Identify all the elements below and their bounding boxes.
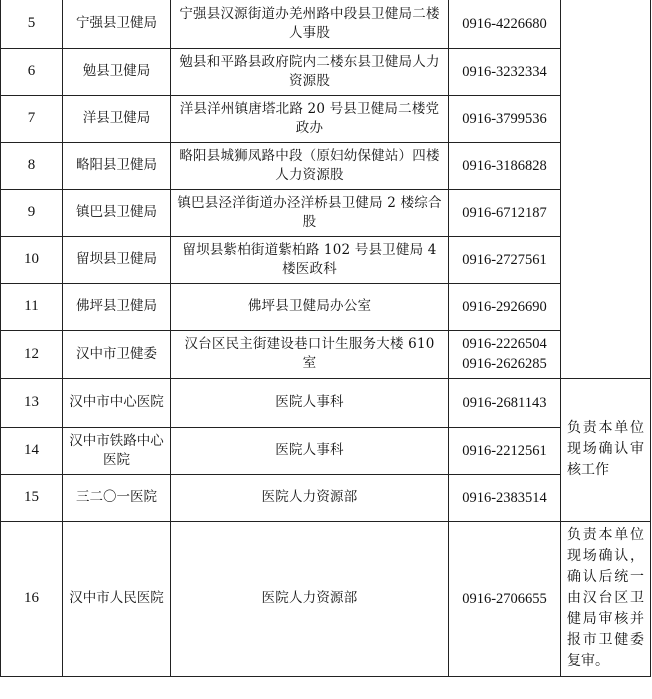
phone: 0916-2226504 [462,336,547,352]
row-number: 11 [1,283,63,330]
address: 镇巴县泾洋街道办泾洋桥县卫健局 2 楼综合股 [171,189,449,236]
unit-name: 洋县卫健局 [63,95,171,142]
address: 勉县和平路县政府院内二楼东县卫健局人力资源股 [171,48,449,95]
phone: 0916-3799536 [449,95,561,142]
address: 宁强县汉源街道办羌州路中段县卫健局二楼人事股 [171,0,449,48]
table-row [1,474,651,521]
address: 医院人事科 [171,378,449,427]
row-number: 16 [1,521,63,676]
address: 略阳县城狮凤路中段（原妇幼保健站）四楼人力资源股 [171,142,449,189]
unit-name: 留坝县卫健局 [63,236,171,283]
unit-name: 勉县卫健局 [63,48,171,95]
unit-name: 佛坪县卫健局 [63,283,171,330]
row-number: 7 [1,95,63,142]
phone-cell [449,330,561,378]
phone: 0916-6712187 [449,189,561,236]
table-row [1,236,651,283]
address: 医院人力资源部 [171,474,449,521]
row-number: 6 [1,48,63,95]
phone: 0916-4226680 [449,0,561,48]
row-number: 12 [1,330,63,378]
unit-name: 汉中市中心医院 [63,378,171,427]
unit-name: 略阳县卫健局 [63,142,171,189]
phone-secondary: 0916-2626285 [462,356,547,372]
table-row [1,330,651,378]
note-cell: 负责本单位现场确认，确认后统一由汉台区卫健局审核并报市卫健委复审。 [561,521,651,676]
note-empty-cell [561,0,651,378]
phone: 0916-2383514 [449,474,561,521]
table-row [1,0,651,48]
table-row [1,95,651,142]
row-number: 13 [1,378,63,427]
address: 洋县洋州镇唐塔北路 20 号县卫健局二楼党政办 [171,95,449,142]
note-cell: 负责本单位现场确认审核工作 [561,378,651,521]
phone: 0916-2706655 [449,521,561,676]
row-number: 15 [1,474,63,521]
unit-name: 三二〇一医院 [63,474,171,521]
table-row [1,521,651,676]
table-row [1,142,651,189]
unit-name: 镇巴县卫健局 [63,189,171,236]
unit-name: 汉中市卫健委 [63,330,171,378]
table-row [1,427,651,474]
phone: 0916-2212561 [449,427,561,474]
unit-name: 宁强县卫健局 [63,0,171,48]
address: 医院人事科 [171,427,449,474]
phone: 0916-3232334 [449,48,561,95]
unit-name: 汉中市人民医院 [63,521,171,676]
table-row [1,283,651,330]
phone: 0916-3186828 [449,142,561,189]
address: 医院人力资源部 [171,521,449,676]
table-row [1,378,651,427]
address: 留坝县紫柏街道紫柏路 102 号县卫健局 4 楼医政科 [171,236,449,283]
table-row [1,48,651,95]
row-number: 10 [1,236,63,283]
phone: 0916-2727561 [449,236,561,283]
phone: 0916-2926690 [449,283,561,330]
row-number: 14 [1,427,63,474]
address: 佛坪县卫健局办公室 [171,283,449,330]
table-row [1,189,651,236]
row-number: 5 [1,0,63,48]
address: 汉台区民主街建设巷口计生服务大楼 610 室 [171,330,449,378]
row-number: 8 [1,142,63,189]
row-number: 9 [1,189,63,236]
phone: 0916-2681143 [449,378,561,427]
unit-name: 汉中市铁路中心医院 [63,427,171,474]
